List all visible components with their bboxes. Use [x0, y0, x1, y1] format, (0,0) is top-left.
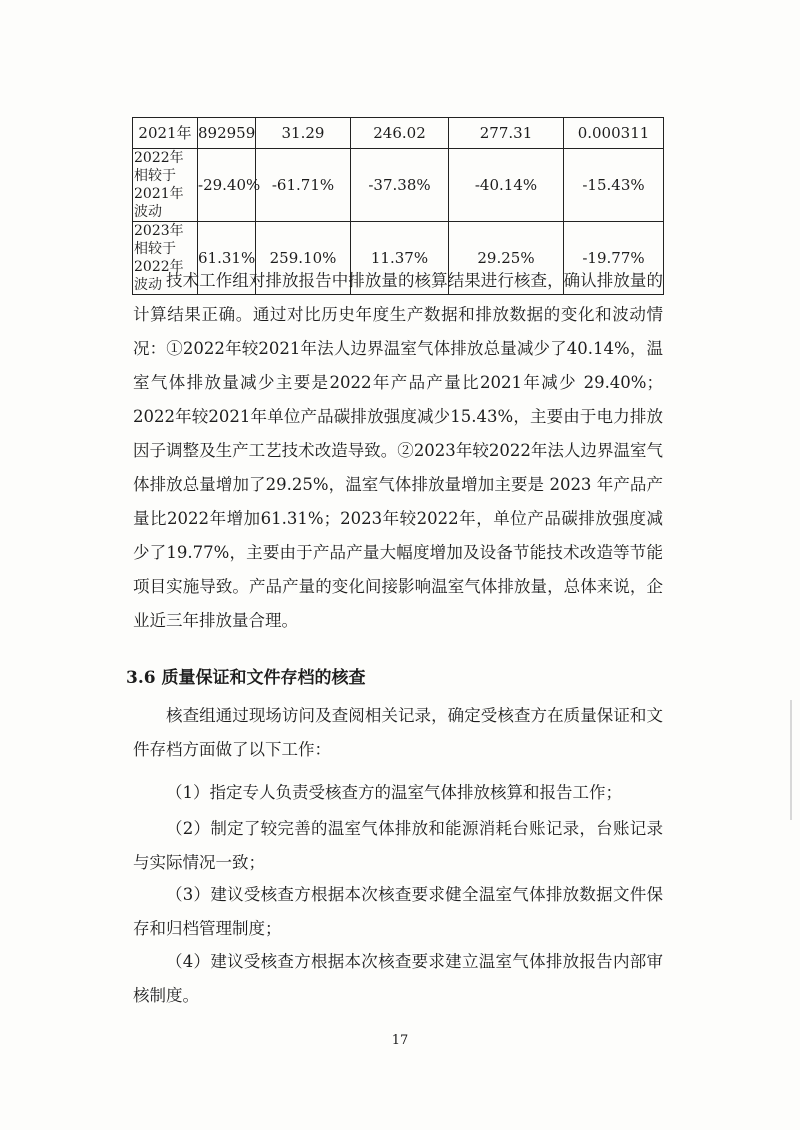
table-cell: 61.31%: [198, 222, 256, 295]
table-cell: -37.38%: [351, 149, 449, 222]
analysis-paragraph: 技术工作组对排放报告中排放量的核算结果进行核查，确认排放量的计算结果正确。通过对比历史年度生产数据和排放数据的变化和波动情况：①2022年较2021年法人边界温室气体排放总量减少了40.14%，温室气体排放量减少主要是2022年产品产量比2021年减少 29.40%；2022年较2021年单位产品碳排放强度减少15.43%，主要由于电力排放因子调整及生产工艺技术改造导致。②2023年较2022年法人边界温室气体排放总量增加了29.25%，温室气体排放量增加主要是 2023 年产品产量比2022年增加61.31%；2023年较2022年，单位产品碳排放强度减少了19.77%，主要由于产品产量大幅度增加及设备节能技术改造等节能项目实施导致。产品产量的变化间接影响温室气体排放量，总体来说，企业近三年排放量合理。: [133, 271, 663, 630]
table-cell: 11.37%: [351, 222, 449, 295]
scan-edge-mark: [790, 700, 792, 820]
intro-paragraph: 核查组通过现场访问及查阅相关记录，确定受核查方在质量保证和文件存档方面做了以下工作：: [133, 706, 663, 759]
table-cell: -19.77%: [564, 222, 664, 295]
row-label: 2021年: [133, 118, 198, 149]
list-item: （3）建议受核查方根据本次核查要求健全温室气体排放数据文件保存和归档管理制度；: [133, 885, 663, 938]
table-cell: 892959: [198, 118, 256, 149]
table-cell: 0.000311: [564, 118, 664, 149]
table-row: [133, 118, 664, 149]
table-cell: 259.10%: [256, 222, 351, 295]
list-item: （2）制定了较完善的温室气体排放和能源消耗台账记录，台账记录与实际情况一致；: [133, 819, 663, 872]
table-cell: -61.71%: [256, 149, 351, 222]
list-item: （1）指定专人负责受核查方的温室气体排放核算和报告工作；: [166, 783, 622, 802]
table-cell: -40.14%: [449, 149, 564, 222]
table-row: [133, 149, 664, 222]
table-cell: 246.02: [351, 118, 449, 149]
section-heading: 3.6 质量保证和文件存档的核查: [126, 668, 366, 688]
page-number: 17: [391, 1033, 409, 1048]
table-cell: -29.40%: [198, 149, 256, 222]
row-label: 2023年相较于2022年波动: [133, 222, 198, 295]
table-cell: -15.43%: [564, 149, 664, 222]
list-item: （4）建议受核查方根据本次核查要求建立温室气体排放报告内部审核制度。: [133, 952, 663, 1005]
row-label: 2022年相较于2021年波动: [133, 149, 198, 222]
table-cell: 29.25%: [449, 222, 564, 295]
table-cell: 277.31: [449, 118, 564, 149]
table-cell: 31.29: [256, 118, 351, 149]
